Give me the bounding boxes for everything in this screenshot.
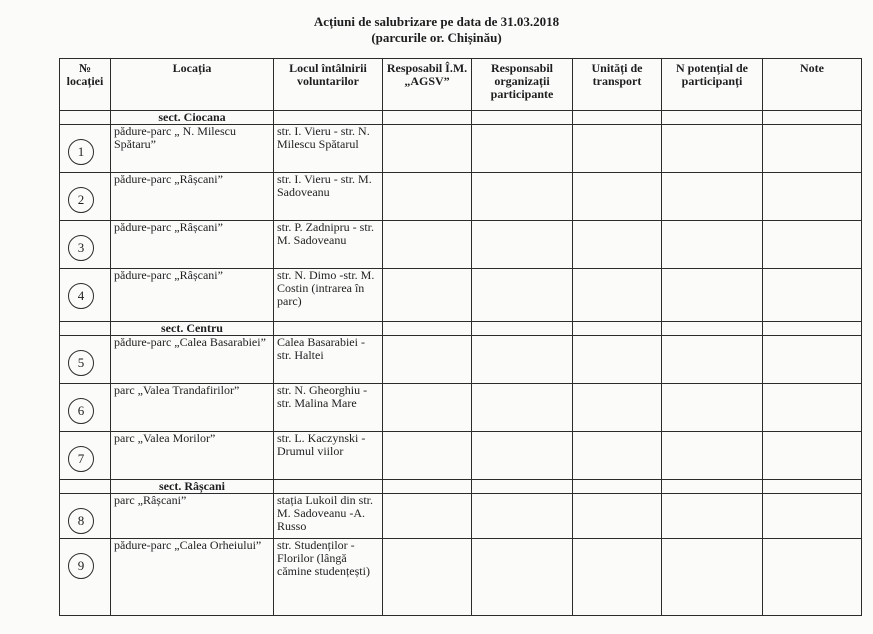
row-number: 2	[68, 187, 94, 213]
title-line-1: Acțiuni de salubrizare pe data de 31.03.2018	[313, 14, 560, 29]
header-cell: Responsabil organizații participante	[472, 59, 573, 111]
header-row	[60, 59, 862, 111]
row-number: 7	[68, 446, 94, 472]
meeting-point-cell: str. N. Dimo -str. M. Costin (intrarea în parc)	[274, 269, 383, 322]
header-cell: N potențial de participanți	[662, 59, 763, 111]
document-title	[0, 14, 873, 46]
table-row	[60, 336, 862, 384]
meeting-point-cell: str. P. Zadnipru - str. M. Sadoveanu	[274, 221, 383, 269]
row-number: 1	[68, 139, 94, 165]
meeting-point-cell: Calea Basarabiei - str. Haltei	[274, 336, 383, 384]
row-number: 5	[68, 350, 94, 376]
section-row	[60, 322, 862, 336]
table-row	[60, 221, 862, 269]
header-cell: Resposabil Î.M. „AGSV”	[383, 59, 472, 111]
header-cell: Note	[763, 59, 862, 111]
location-cell: pădure-parc „Calea Basarabiei”	[111, 336, 274, 384]
location-cell: parc „Valea Trandafirilor”	[111, 384, 274, 432]
location-cell: parc „Valea Morilor”	[111, 432, 274, 480]
actions-table	[59, 58, 862, 616]
meeting-point-cell: str. L. Kaczynski - Drumul viilor	[274, 432, 383, 480]
location-cell: parc „Râșcani”	[111, 494, 274, 539]
location-cell: pădure-parc „Râșcani”	[111, 269, 274, 322]
table-row	[60, 384, 862, 432]
table-row	[60, 432, 862, 480]
table-row	[60, 173, 862, 221]
meeting-point-cell: str. I. Vieru - str. M. Sadoveanu	[274, 173, 383, 221]
header-cell: Locul întâlnirii voluntarilor	[274, 59, 383, 111]
header-cell: Locația	[111, 59, 274, 111]
section-row	[60, 480, 862, 494]
header-cell: № locației	[60, 59, 111, 111]
row-number: 9	[68, 553, 94, 579]
location-cell: pădure-parc „Râșcani”	[111, 173, 274, 221]
meeting-point-cell: stația Lukoil din str. M. Sadoveanu -A. Russo	[274, 494, 383, 539]
table-row	[60, 269, 862, 322]
location-cell: pădure-parc „ N. Milescu Spătaru”	[111, 125, 274, 173]
row-number: 4	[68, 283, 94, 309]
section-row	[60, 111, 862, 125]
section-label: sect. Râșcani	[111, 480, 274, 494]
header-cell: Unități de transport	[573, 59, 662, 111]
meeting-point-cell: str. Studenților - Florilor (lângă cămine studențești)	[274, 539, 383, 616]
row-number: 3	[68, 235, 94, 261]
row-number: 6	[68, 398, 94, 424]
meeting-point-cell: str. N. Gheorghiu - str. Malina Mare	[274, 384, 383, 432]
table-row	[60, 494, 862, 539]
row-number: 8	[68, 508, 94, 534]
title-line-2: (parcurile or. Chișinău)	[371, 30, 502, 45]
section-label: sect. Ciocana	[111, 111, 274, 125]
location-cell: pădure-parc „Calea Orheiului”	[111, 539, 274, 616]
table-row	[60, 539, 862, 616]
location-cell: pădure-parc „Râșcani”	[111, 221, 274, 269]
meeting-point-cell: str. I. Vieru - str. N. Milescu Spătarul	[274, 125, 383, 173]
section-label: sect. Centru	[111, 322, 274, 336]
table-row	[60, 125, 862, 173]
